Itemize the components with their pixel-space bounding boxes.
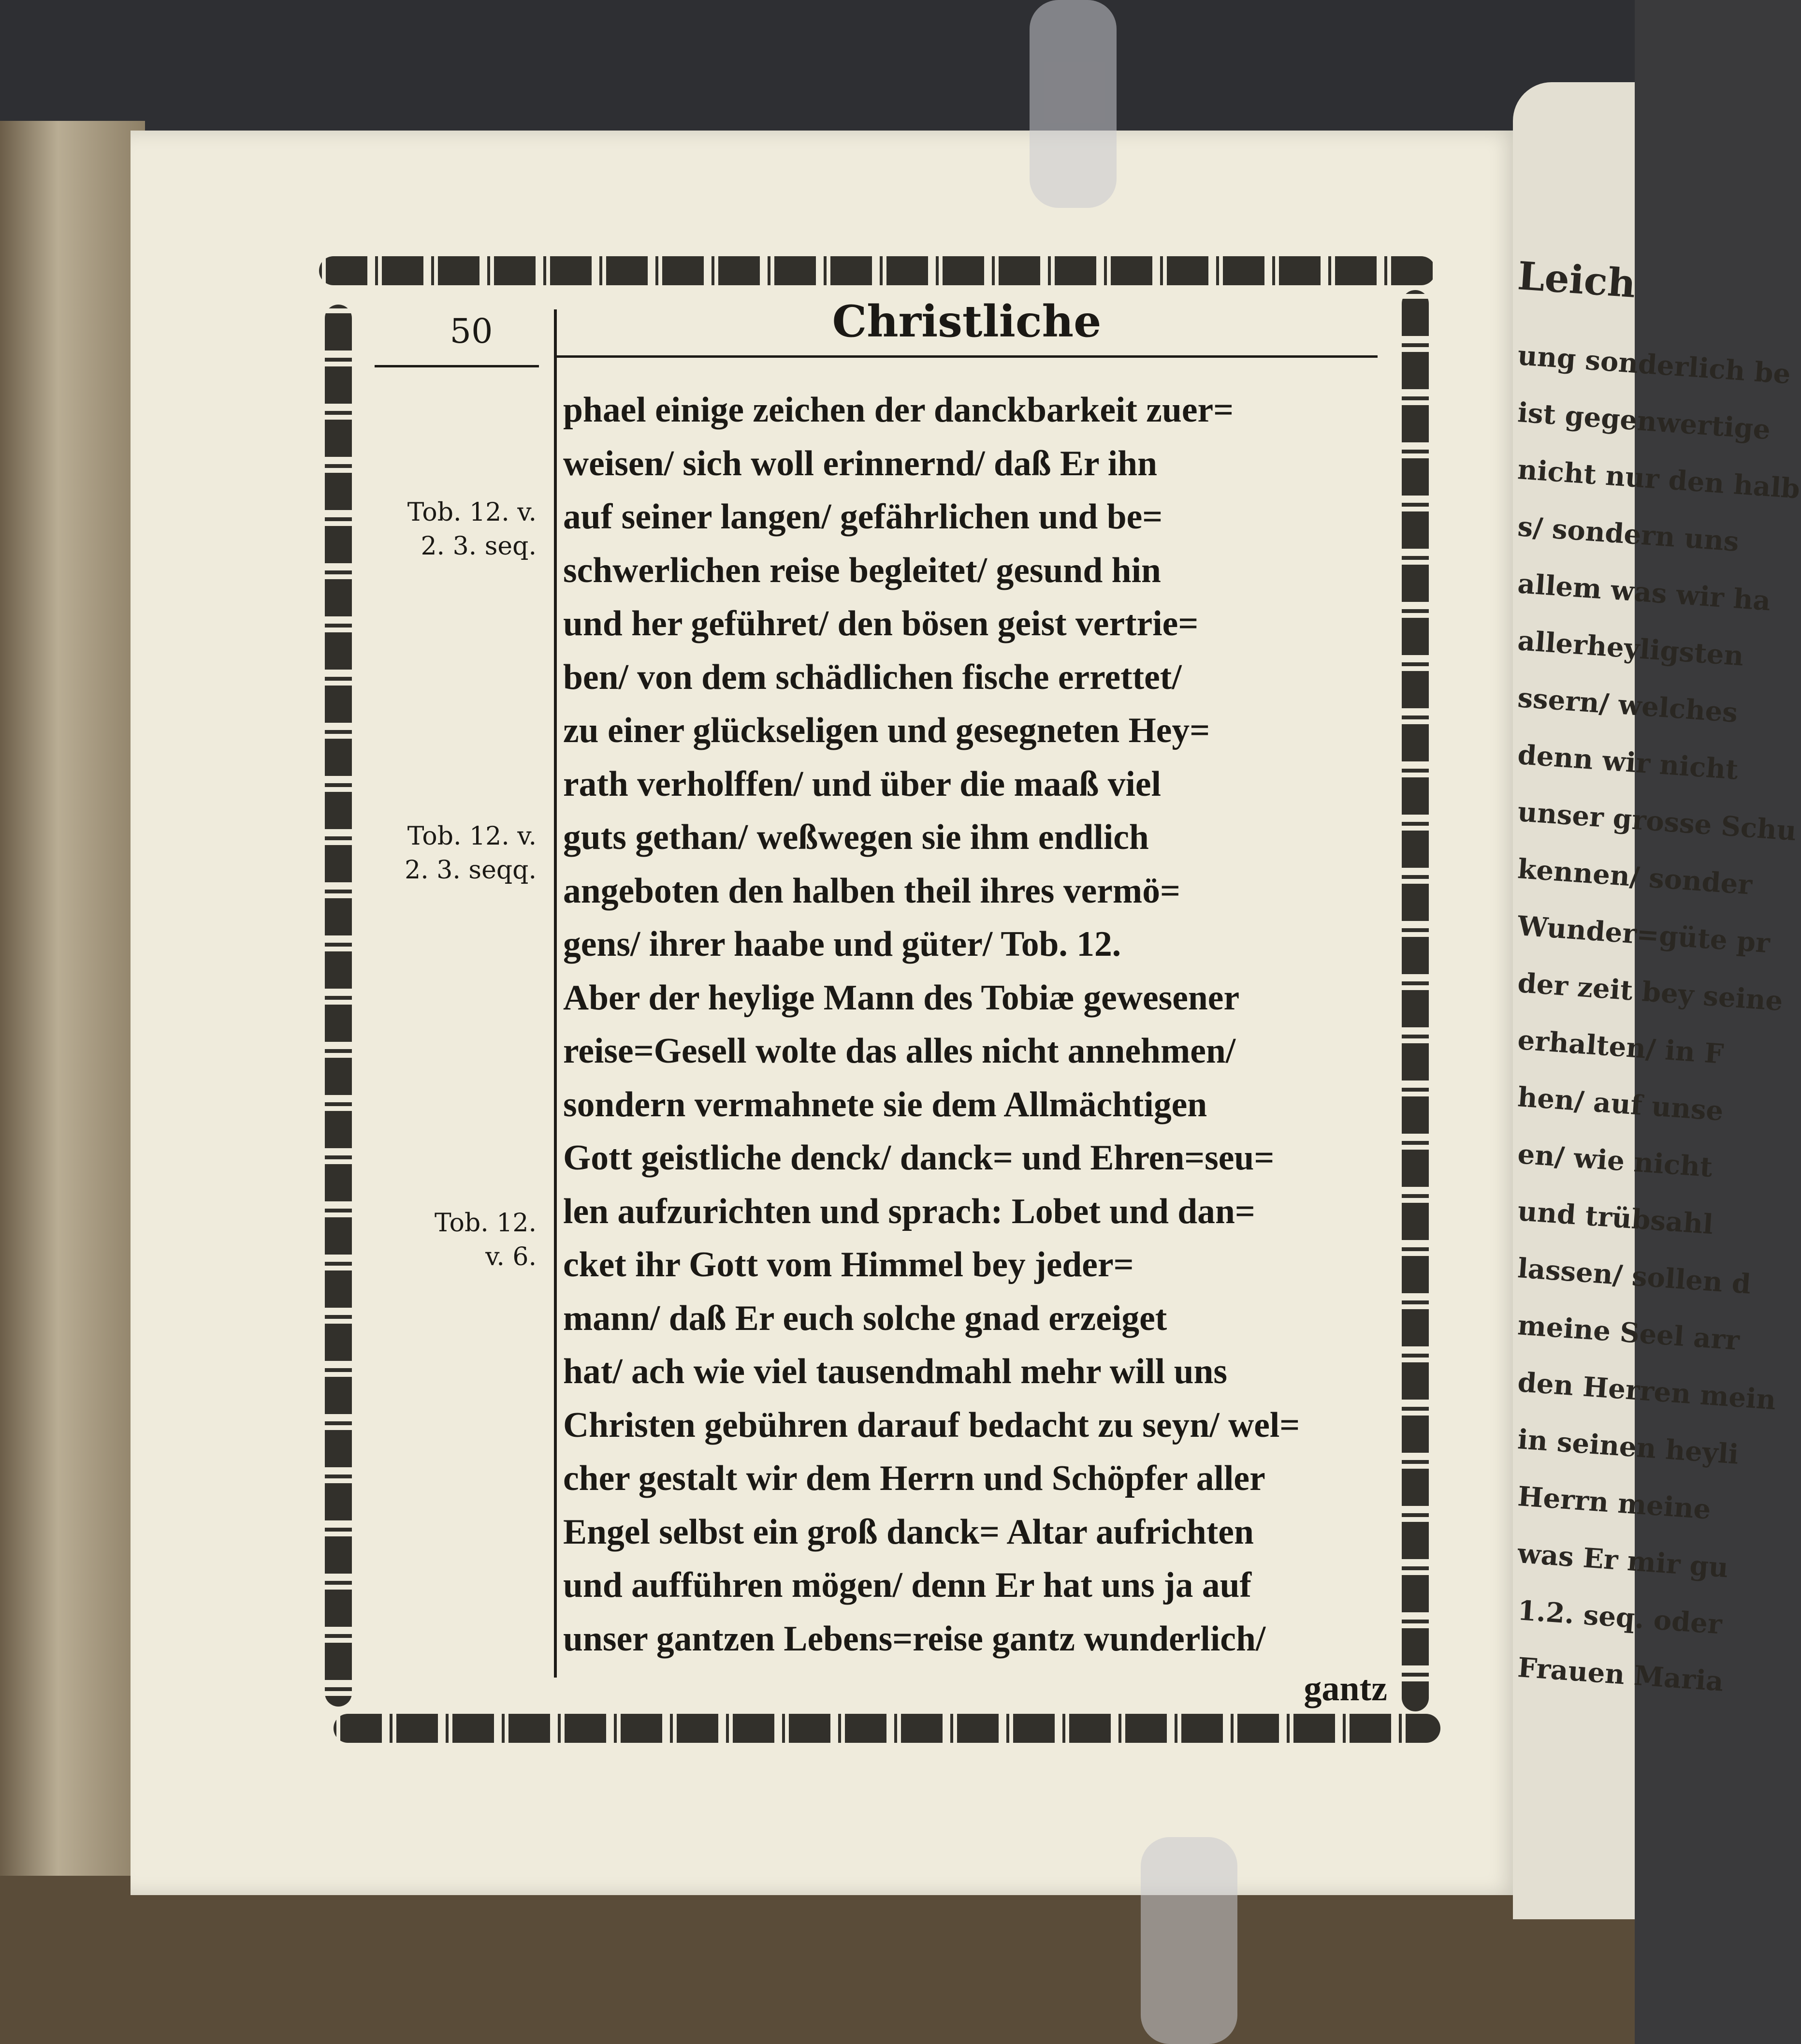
text-line: len aufzurichten und sprach: Lobet und dan= <box>563 1191 1255 1231</box>
margin-note: 2. 3. seqq. <box>405 856 537 885</box>
text-line: Gott geistliche denck/ danck= und Ehren=seu= <box>563 1138 1275 1178</box>
text-line: und her geführet/ den bösen geist vertrie= <box>563 604 1199 643</box>
text-line: sondern vermahnete sie dem Allmächtigen <box>563 1084 1207 1124</box>
text-line: weisen/ sich woll erinnernd/ daß Er ihn <box>563 443 1158 483</box>
text-line: zu einer glückseligen und gesegneten Hey= <box>563 711 1210 750</box>
text-line: schwerlichen reise begleitet/ gesund hin <box>563 550 1161 590</box>
margin-note: Tob. 12. v. <box>407 498 537 527</box>
right-page-line: Wunder=güte pr <box>1516 910 1771 960</box>
text-line: auf seiner langen/ gefährlichen und be= <box>563 497 1163 537</box>
right-page-line: und trübsahl <box>1516 1195 1714 1241</box>
right-page-line: en/ wie nicht <box>1516 1138 1714 1184</box>
right-page-line: meine Seel arr <box>1516 1309 1741 1357</box>
text-line: rath verholffen/ und über die maaß viel <box>563 764 1162 804</box>
right-page-line: Frauen Maria <box>1516 1651 1725 1698</box>
margin-rule <box>554 309 557 1678</box>
text-line: gens/ ihrer haabe und güter/ Tob. 12. <box>563 924 1121 964</box>
text-line: cher gestalt wir dem Herrn und Schöpfer aller <box>563 1459 1265 1498</box>
page-clip-bottom <box>1141 1837 1237 2044</box>
running-heading: Christliche <box>832 296 1102 347</box>
right-page-line: nicht nur den halb <box>1516 453 1801 505</box>
right-page-line: 1.2. seq. oder <box>1516 1594 1723 1641</box>
right-page-line: ist gegenwertige <box>1516 396 1772 446</box>
right-page-heading: Leich <box>1516 253 1638 307</box>
text-line: ben/ von dem schädlichen fische errettet/ <box>563 657 1182 697</box>
heading-rule <box>556 355 1378 358</box>
margin-note: Tob. 12. <box>435 1209 537 1238</box>
margin-note: Tob. 12. v. <box>407 822 537 851</box>
book-page-edges <box>0 121 145 2044</box>
page-number: 50 <box>450 311 493 351</box>
margin-note: v. 6. <box>485 1242 537 1271</box>
right-page-line: den Herren mein <box>1516 1366 1777 1416</box>
text-line: und aufführen mögen/ denn Er hat uns ja auf <box>563 1565 1252 1605</box>
right-page-line: hen/ auf unse <box>1516 1081 1725 1127</box>
right-page-line: Herrn meine <box>1516 1480 1712 1526</box>
ornamental-border-right <box>1402 290 1429 1711</box>
margin-note: 2. 3. seq. <box>421 532 537 561</box>
ornamental-border-top <box>319 256 1436 285</box>
text-line: Aber der heylige Mann des Tobiæ gewesener <box>563 978 1240 1018</box>
right-page-line: in seinen heyli <box>1516 1423 1740 1471</box>
right-page-line: kennen/ sonder <box>1516 853 1754 901</box>
right-page-line: ung sonderlich be <box>1516 339 1792 391</box>
page-number-rule <box>375 365 539 367</box>
text-line: Engel selbst ein groß danck= Altar aufrichten <box>563 1512 1254 1552</box>
catchword: gantz <box>1304 1669 1387 1708</box>
page-clip-top <box>1030 0 1117 208</box>
right-page-line: allerheyligsten <box>1516 625 1745 672</box>
text-line: angeboten den halben theil ihres vermö= <box>563 871 1180 911</box>
right-page-line: allem was wir ha <box>1516 568 1772 617</box>
right-page-line: s/ sondern uns <box>1516 511 1740 558</box>
ornamental-border-bottom <box>334 1714 1440 1743</box>
right-page-line: erhalten/ in F <box>1516 1024 1725 1070</box>
right-page-line: der zeit bey seine <box>1516 967 1784 1018</box>
right-page-line: lassen/ sollen d <box>1516 1252 1752 1300</box>
scan-background <box>0 0 1635 131</box>
text-line: cket ihr Gott vom Himmel bey jeder= <box>563 1245 1134 1285</box>
right-page-line: unser grosse Schu <box>1516 796 1798 847</box>
text-line: mann/ daß Er euch solche gnad erzeiget <box>563 1298 1167 1338</box>
book-cover-bottom <box>0 1876 1635 2044</box>
text-line: reise=Gesell wolte das alles nicht annehmen/ <box>563 1031 1236 1071</box>
text-line: phael einige zeichen der danckbarkeit zuer= <box>563 390 1234 430</box>
right-page-line: was Er mir gu <box>1516 1537 1729 1584</box>
right-page-line: ssern/ welches <box>1516 682 1739 729</box>
text-line: hat/ ach wie viel tausendmahl mehr will uns <box>563 1352 1228 1391</box>
right-page-line: denn wir nicht <box>1516 739 1740 786</box>
text-line: Christen gebühren darauf bedacht zu seyn/ wel= <box>563 1405 1300 1445</box>
ornamental-border-left <box>325 305 352 1707</box>
text-line: unser gantzen Lebens=reise gantz wunderlich/ <box>563 1619 1266 1659</box>
text-line: guts gethan/ weßwegen sie ihm endlich <box>563 818 1149 857</box>
